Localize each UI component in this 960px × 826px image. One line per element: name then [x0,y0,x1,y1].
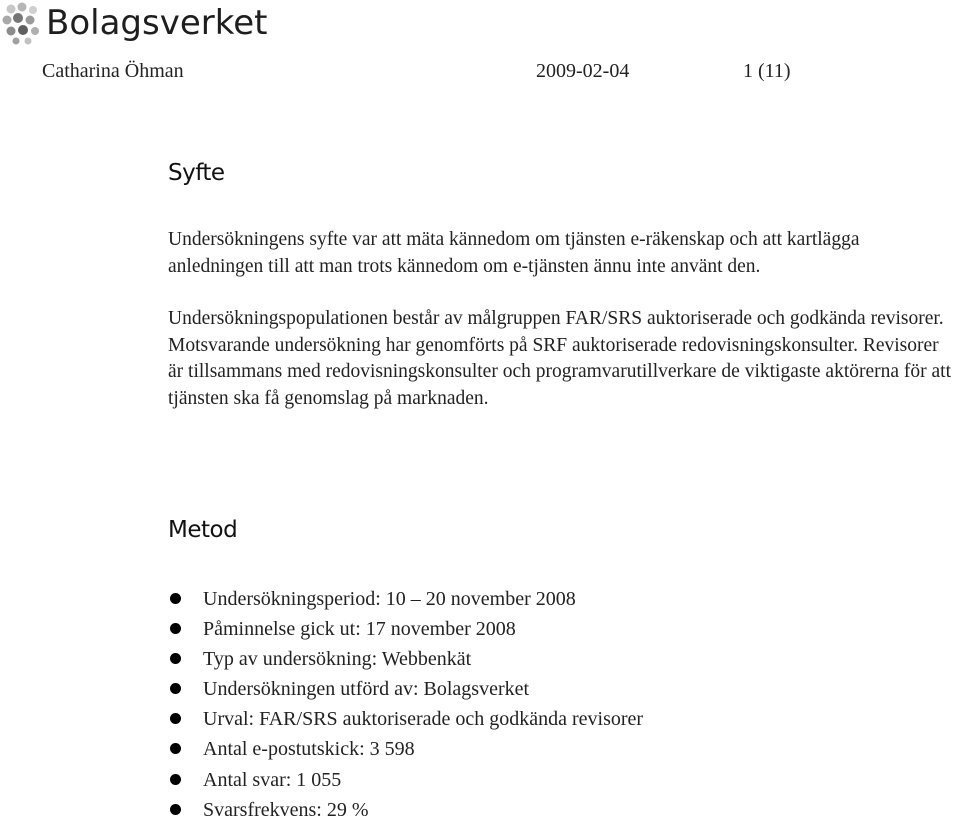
list-item-text: Svarsfrekvens: 29 % [203,798,369,821]
syfte-paragraph-2: Undersökningspopulationen består av målgruppen FAR/SRS auktoriserade och godkända revisorer. Motsvarande undersökning har genomförts på SRF auktoriserade redovisningskonsulter. Revisorer är tillsammans med redovisningskonsulter och programvarutillverkare de viktigaste aktörerna för att tjänsten ska få genomslag på marknaden. [168,308,952,409]
logo [2,0,267,46]
list-item-text: Urval: FAR/SRS auktoriserade och godkända revisorer [203,708,644,731]
section-heading-metod: Metod [168,517,238,543]
list-item-text: Antal svar: 1 055 [203,768,342,791]
list-item [168,735,643,765]
list-item [168,645,643,675]
bullet-icon [170,593,181,604]
logo-text: Bolagsverket [46,3,268,43]
metod-list [168,585,643,826]
bullet-icon [170,804,181,815]
list-item-text: Typ av undersökning: Webbenkät [203,648,472,671]
page-number: 1 (11) [743,60,791,82]
list-item-text: Undersökningen utförd av: Bolagsverket [203,678,530,701]
bullet-icon [170,743,181,754]
document-date: 2009-02-04 [536,60,630,82]
list-item [168,766,643,796]
bullet-icon [170,713,181,724]
bolagsverket-logo-icon [2,1,40,45]
list-item [168,796,643,826]
author-name: Catharina Öhman [42,60,184,82]
list-item-text: Antal e-postutskick: 3 598 [203,738,415,761]
bullet-icon [170,653,181,664]
section-heading-syfte: Syfte [168,160,225,186]
list-item-text: Påminnelse gick ut: 17 november 2008 [203,618,516,641]
list-item-text: Undersökningsperiod: 10 – 20 november 2008 [203,588,576,610]
bullet-icon [170,683,181,694]
list-item [168,675,643,705]
syfte-paragraph-1: Undersökningens syfte var att mäta kännedom om tjänsten e-räkenskap och att kartlägga anledningen till att man trots kännedom om e-tjänsten ännu inte använt den. [168,229,860,277]
list-item [168,705,643,735]
bullet-icon [170,623,181,634]
bullet-icon [170,774,181,785]
list-item [168,615,643,645]
list-item [168,585,643,615]
